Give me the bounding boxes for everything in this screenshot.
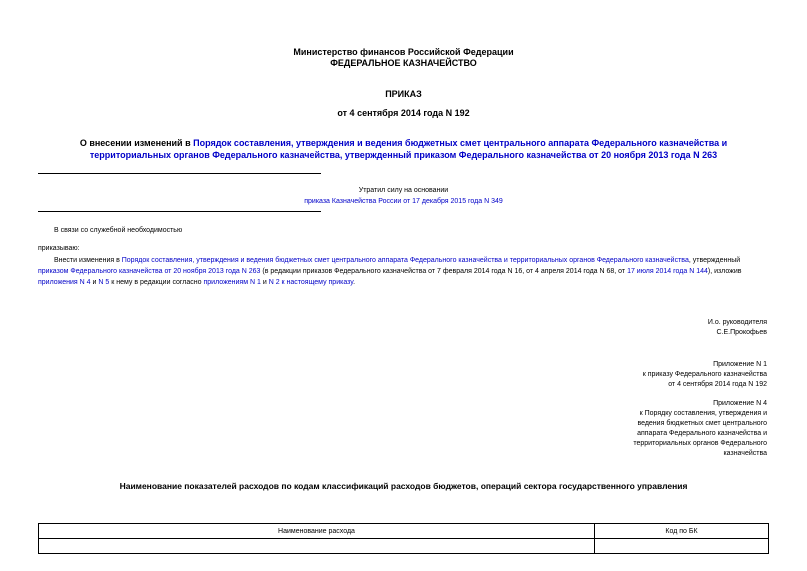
divider-top	[38, 173, 321, 174]
appendix-4-block	[633, 399, 767, 459]
p1-link-procedure[interactable]: Порядок составления, утверждения и ведения бюджетных смет центрального аппарата Федерального казначейства и территориальных органов Федерального казначейства	[121, 257, 689, 264]
p1-link-appendix-5[interactable]: N 5	[98, 279, 110, 286]
p1-text-g: и	[260, 279, 269, 286]
intro-text: В связи со служебной необходимостью	[54, 227, 183, 234]
appendix-1-block	[643, 360, 767, 390]
p1-text-h: .	[353, 279, 356, 286]
appendix-4-title: Приложение N 4	[713, 400, 767, 407]
lost-force-link[interactable]: приказа Казначейства России от 17 декабря 2015 года N 349	[304, 198, 503, 205]
appendix-4-line6: казначейства	[723, 450, 767, 457]
doc-type: ПРИКАЗ	[385, 89, 422, 99]
appendix-1-line2: к приказу Федерального казначейства	[642, 371, 767, 378]
title-prefix: О внесении изменений в	[79, 138, 194, 148]
table-header-code: Код по БК	[595, 524, 769, 539]
appendix-4-line3: ведения бюджетных смет центрального	[637, 420, 767, 427]
p1-link-order-144[interactable]: 17 июля 2014 года N 144	[627, 268, 708, 275]
p1-link-appendix-4[interactable]: приложения N 4	[38, 279, 91, 286]
appendix-1-title: Приложение N 1	[713, 361, 767, 368]
table-header-name: Наименование расхода	[39, 524, 595, 539]
table-row	[39, 539, 769, 554]
signature-block	[708, 318, 767, 338]
p1-link-appendices-1[interactable]: приложениям N 1	[203, 279, 261, 286]
doc-date: от 4 сентября 2014 года N 192	[337, 108, 470, 118]
appendix-4-line5: территориальных органов Федерального	[633, 440, 767, 447]
table-cell	[39, 539, 595, 554]
p1-text-a: Внести изменения в	[54, 257, 122, 264]
p1-text-c: (в редакции приказов Федерального казначейства от 7 февраля 2014 года N 16, от 4 апреля 2014 года N 68, от	[260, 268, 628, 275]
agency-name: ФЕДЕРАЛЬНОЕ КАЗНАЧЕЙСТВО	[330, 58, 477, 68]
signature-position: И.о. руководителя	[707, 319, 767, 326]
expense-table	[38, 523, 769, 554]
signature-name: С.Е.Прокофьев	[716, 329, 767, 336]
p1-text-b: , утвержденный	[688, 257, 741, 264]
order-paragraph	[38, 255, 769, 288]
appendix-4-line2: к Порядку составления, утверждения и	[639, 410, 767, 417]
appendix-1-line3: от 4 сентября 2014 года N 192	[668, 381, 767, 388]
section-title: Наименование показателей расходов по кодам классификаций расходов бюджетов, операций сектора государственного управления	[119, 481, 688, 491]
order-word: приказываю:	[38, 245, 80, 252]
p1-text-d: ), изложив	[707, 268, 742, 275]
p1-link-order-263[interactable]: приказом Федерального казначейства от 20 ноября 2013 года N 263	[38, 268, 261, 275]
p1-text-e: и	[90, 279, 99, 286]
ministry-name: Министерство финансов Российской Федерации	[293, 47, 514, 57]
p1-text-f: к нему в редакции согласно	[109, 279, 204, 286]
table-header-row	[39, 524, 769, 539]
document-title	[40, 137, 767, 161]
title-link[interactable]: Порядок составления, утверждения и ведения бюджетных смет центрального аппарата Федерального казначейства и территориальных органов Федерального казначейства, утвержденный приказом Федерального казначейства от 20 ноября 2013 года N 263	[89, 138, 728, 160]
appendix-4-line4: аппарата Федерального казначейства и	[637, 430, 767, 437]
lost-force-note: Утратил силу на основании	[358, 187, 449, 194]
p1-link-appendices-2[interactable]: N 2 к настоящему приказу	[268, 279, 354, 286]
table-cell	[595, 539, 769, 554]
divider-bottom	[38, 211, 321, 212]
